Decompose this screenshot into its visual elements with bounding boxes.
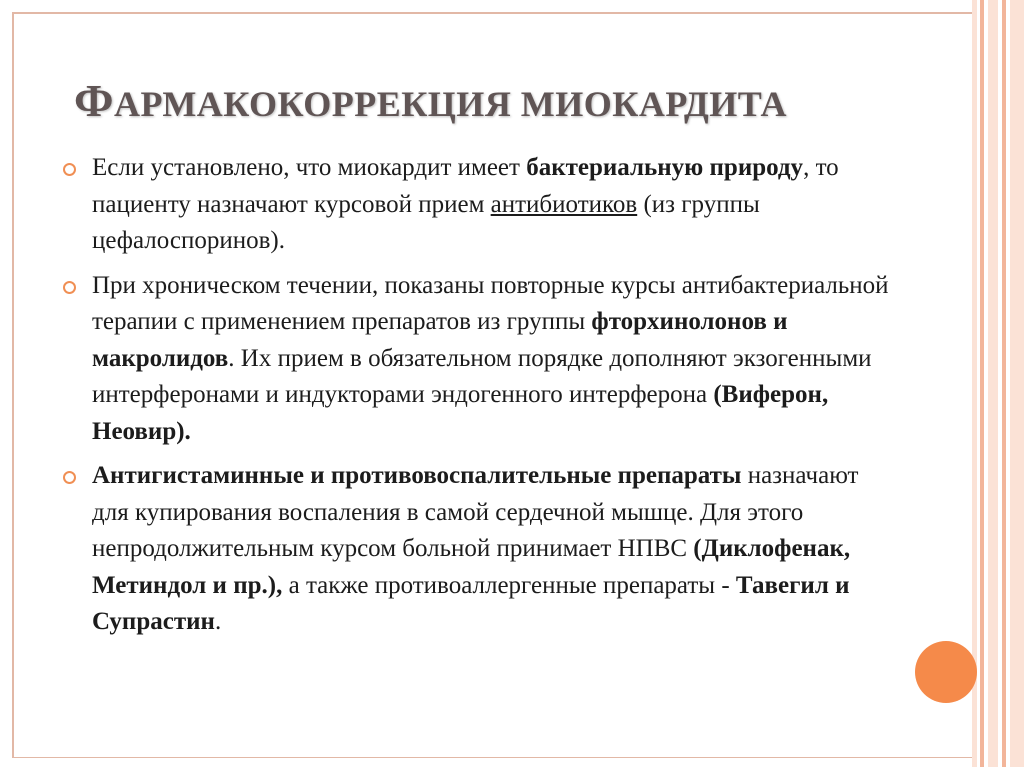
orange-circle-decoration xyxy=(915,641,977,703)
slide-title xyxy=(74,74,894,127)
text-run-bold: (Виферон, Неовир). xyxy=(92,381,829,445)
stripe xyxy=(1002,0,1006,767)
title-initial: Ф xyxy=(74,75,115,126)
text-run: . xyxy=(214,608,222,635)
text-run: назначают для купирования воспаления в самой сердечной мышце. Для этого непродолжительным курсом больной принимает НПВС xyxy=(92,462,859,562)
text-run-bold: фторхинолонов и макролидов xyxy=(92,308,788,372)
text-run: (из группы цефалоспоринов). xyxy=(92,190,760,254)
text-run: а также противоаллергенные препараты - xyxy=(282,571,736,599)
title-rest: АРМАКОКОРРЕКЦИЯ МИОКАРДИТА xyxy=(114,84,788,124)
bullet-list xyxy=(60,150,890,649)
bullet-item-chronic xyxy=(60,268,890,451)
stripe xyxy=(1010,0,1024,767)
bullet-item-antibiotics xyxy=(60,150,890,260)
bullet-ring-icon xyxy=(63,281,76,294)
text-run-bold: (Диклофенак, Метиндол и пр.), xyxy=(92,535,851,599)
text-run: При хроническом течении, показаны повторные курсы антибактериальной терапии с применением препаратов из группы xyxy=(92,271,889,335)
stripe xyxy=(972,0,977,767)
bullet-ring-icon xyxy=(63,163,76,176)
text-run: Если установлено, что миокардит имеет xyxy=(92,154,527,181)
text-run-bold: Тавегил и Супрастин xyxy=(92,571,850,635)
text-run-underline: антибиотиков xyxy=(490,190,638,218)
bullet-ring-icon xyxy=(63,471,76,484)
text-run: . Их прием в обязательном порядке дополняют экзогенными интерферонами и индукторами эндогенного интерферона xyxy=(92,344,872,408)
text-run-bold: Антигистаминные и противовоспалительные препараты xyxy=(92,462,742,489)
text-run: , то пациенту назначают курсовой прием xyxy=(92,154,839,218)
stripe xyxy=(980,0,984,767)
decorative-stripes xyxy=(972,0,1024,767)
text-run-bold: бактериальную природу xyxy=(526,154,804,181)
stripe xyxy=(988,0,998,767)
bullet-item-antihistamine xyxy=(60,458,890,641)
